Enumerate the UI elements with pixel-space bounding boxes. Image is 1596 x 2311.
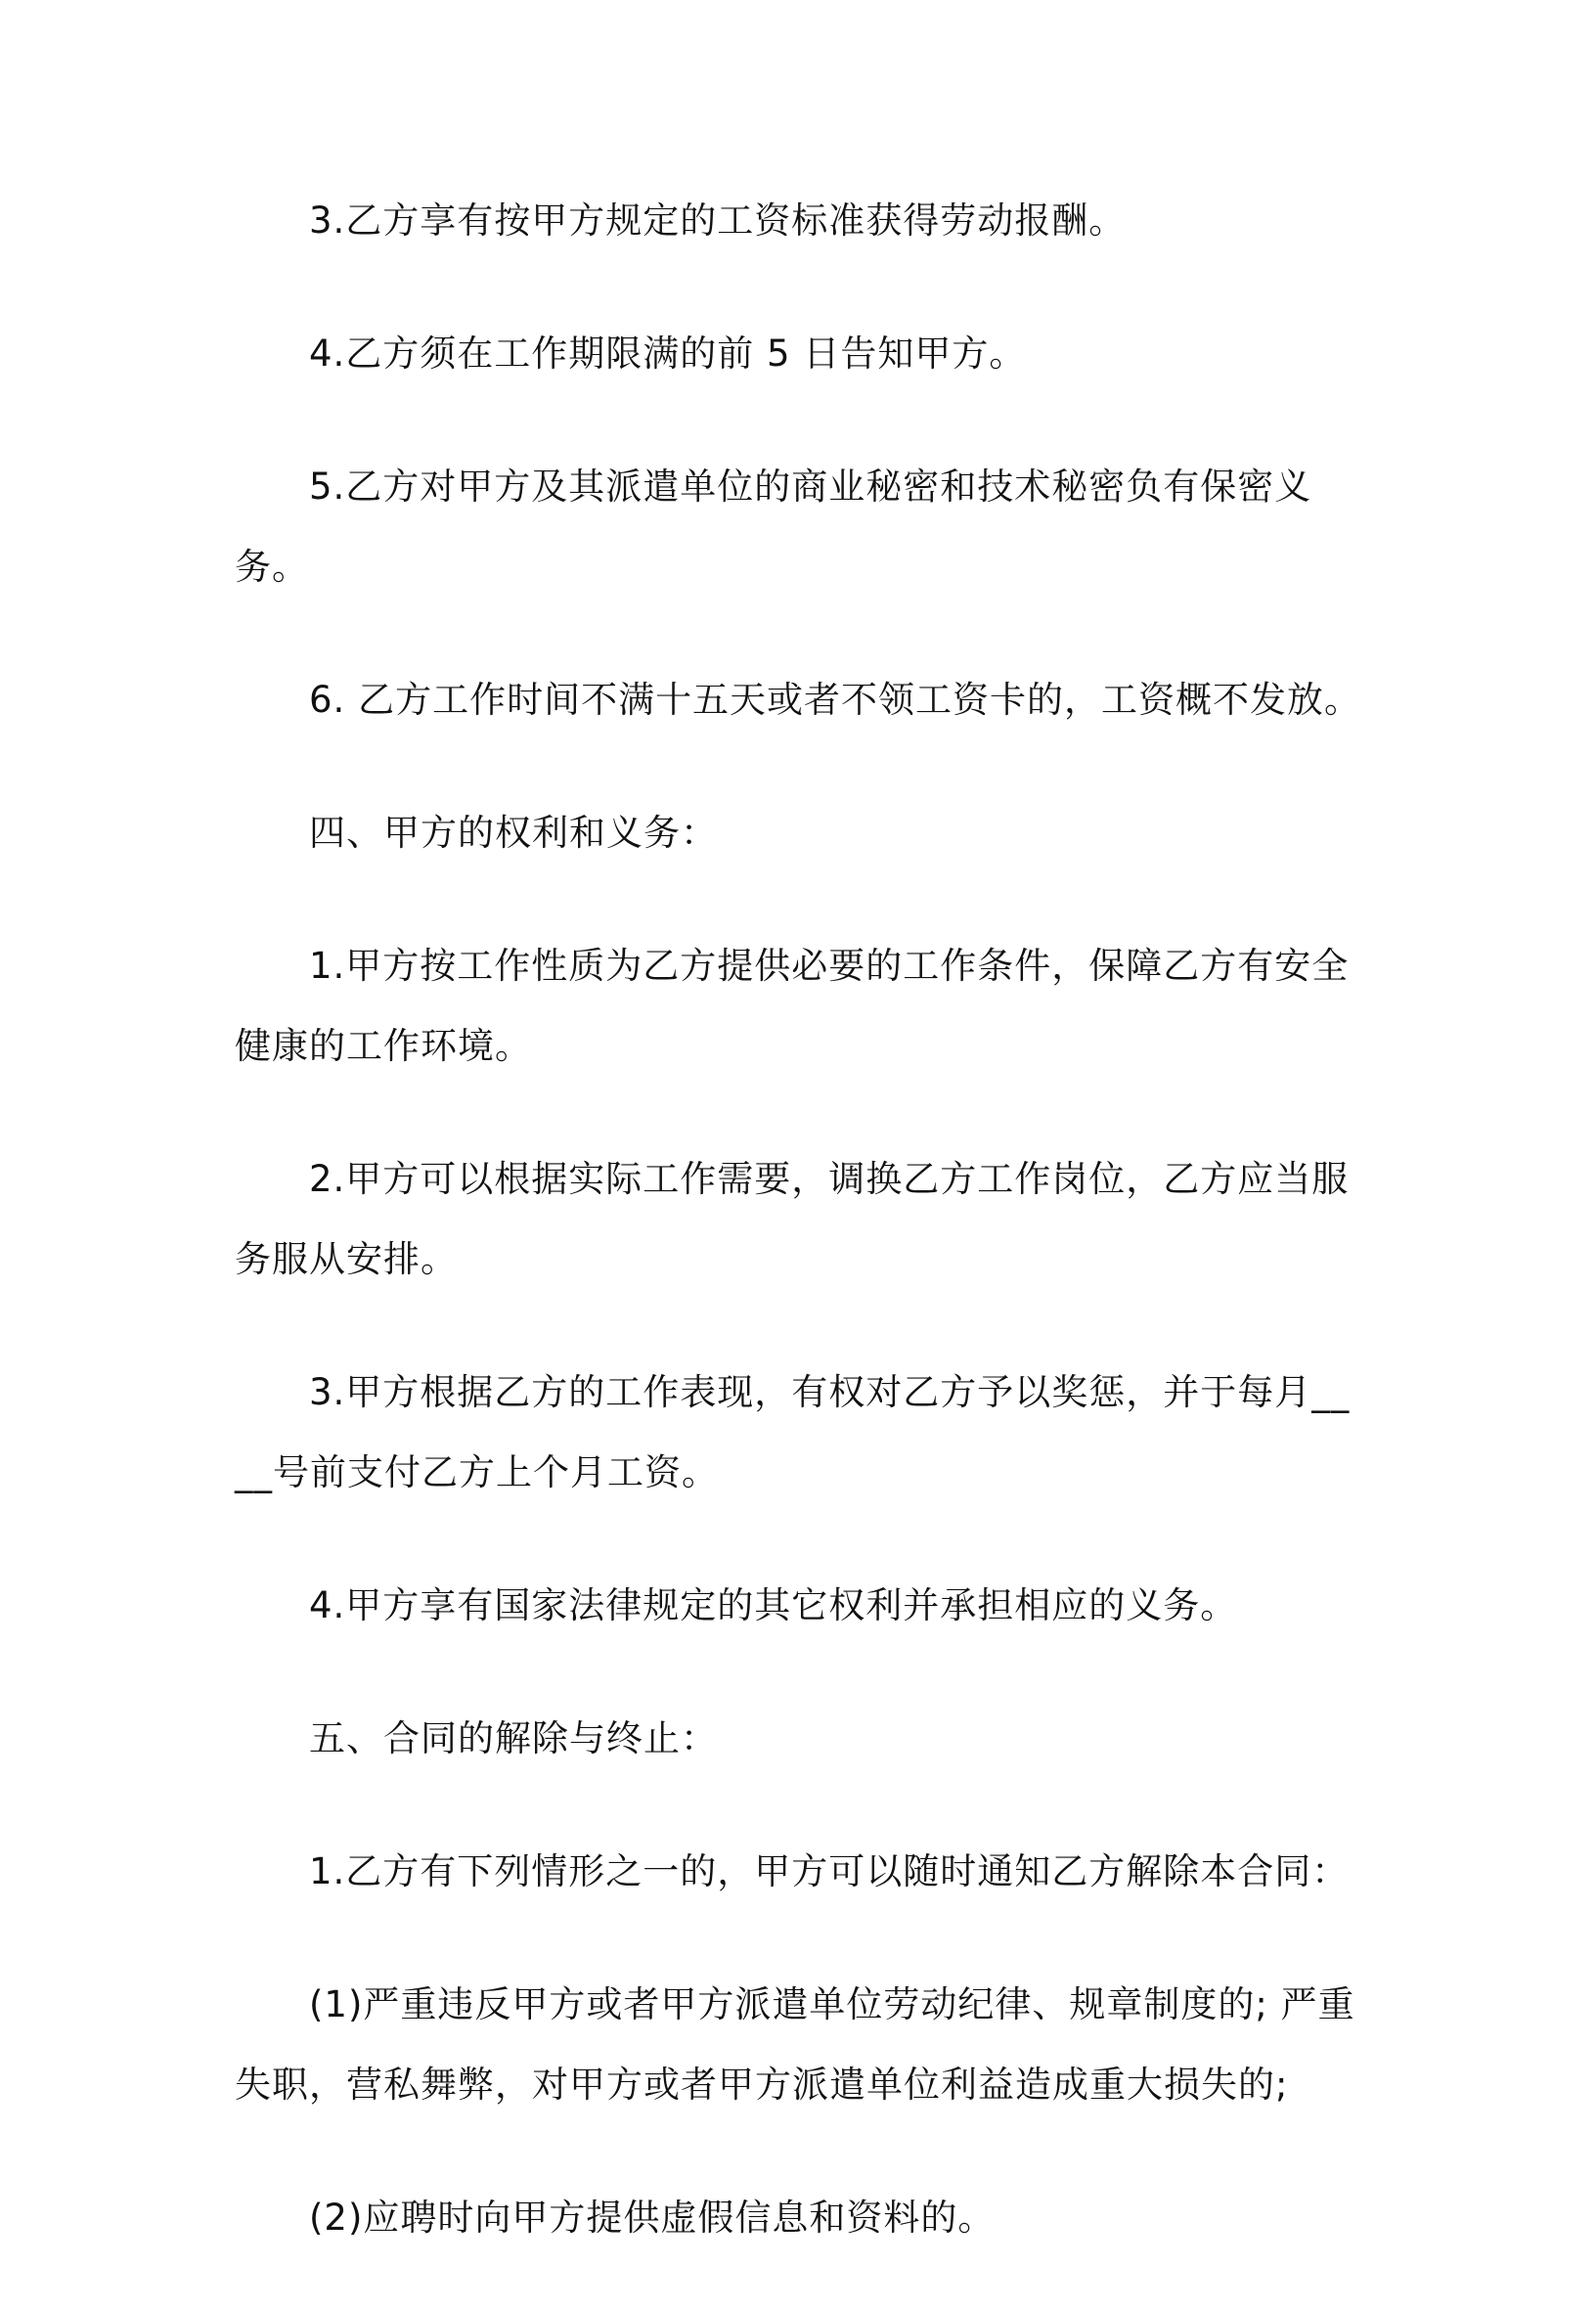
section-heading-4: 四、甲方的权利和义务： (309, 812, 718, 854)
paragraph-4-1: 1.甲方按工作性质为乙方提供必要的工作条件，保障乙方有安全健康的工作环境。 (235, 945, 1350, 1067)
section-heading-5: 五、合同的解除与终止： (309, 1717, 718, 1759)
paragraph-5-1-2: (2)应聘时向甲方提供虚假信息和资料的。 (309, 2197, 996, 2239)
paragraph-5-1: 1.乙方有下列情形之一的，甲方可以随时通知乙方解除本合同： (309, 1850, 1350, 1892)
paragraph-3-5: 5.乙方对甲方及其派遣单位的商业秘密和技术秘密负有保密义务。 (235, 466, 1312, 588)
paragraph-4-2: 2.甲方可以根据实际工作需要，调换乙方工作岗位，乙方应当服务服从安排。 (235, 1158, 1350, 1280)
paragraph-3-4: 4.乙方须在工作期限满的前 5 日告知甲方。 (309, 333, 1027, 375)
paragraph-4-4: 4.甲方享有国家法律规定的其它权利并承担相应的义务。 (309, 1584, 1238, 1626)
paragraph-5-1-1: (1)严重违反甲方或者甲方派遣单位劳动纪律、规章制度的; 严重失职，营私舞弊，对甲方或者甲方派遣单位利益造成重大损失的; (235, 1983, 1355, 2106)
paragraph-3-6: 6. 乙方工作时间不满十五天或者不领工资卡的，工资概不发放。 (309, 679, 1362, 721)
paragraph-4-3: 3.甲方根据乙方的工作表现，有权对乙方予以奖惩，并于每月____号前支付乙方上个月工资。 (235, 1371, 1351, 1493)
paragraph-3-1: 3.乙方享有按甲方规定的工资标准获得劳动报酬。 (309, 200, 1127, 242)
document-body (235, 181, 1364, 2311)
